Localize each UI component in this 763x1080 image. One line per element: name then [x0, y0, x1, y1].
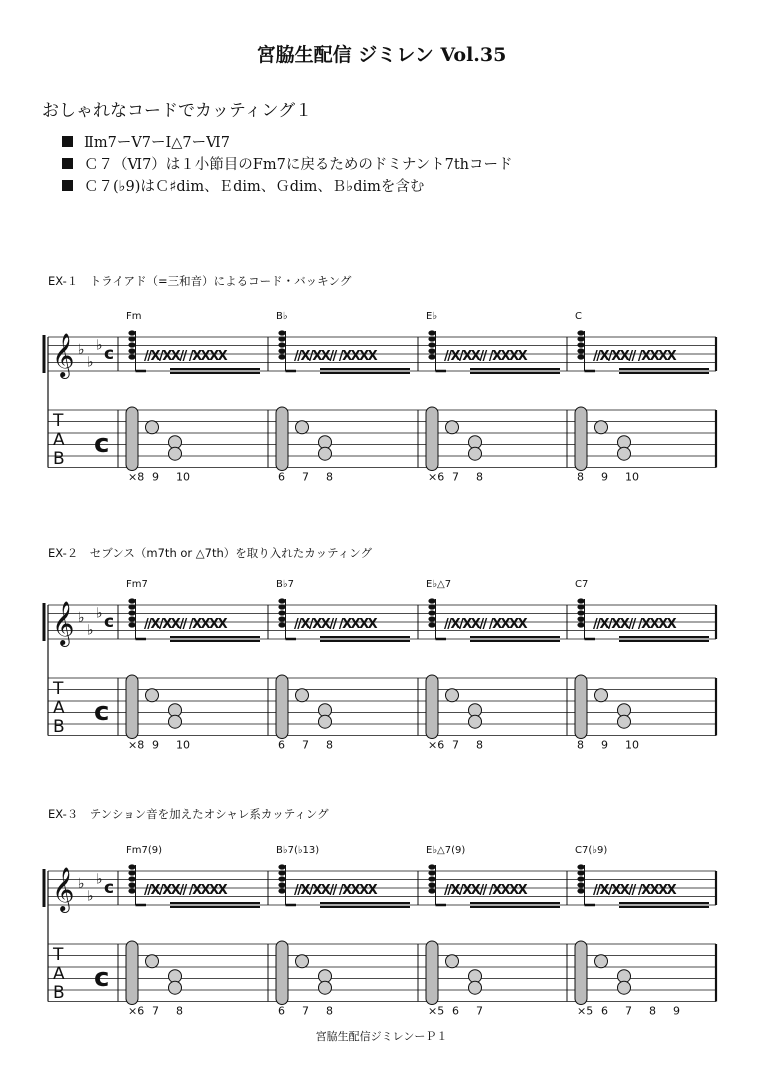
fret-dot — [169, 981, 182, 994]
fret-number: 6 — [452, 1004, 459, 1018]
fret-number: 8 — [476, 738, 483, 752]
fret-number: ×6 — [428, 738, 445, 752]
cutting-rhythm: //X/XX// /XXXX — [593, 349, 676, 364]
cutting-rhythm: //X/XX// /XXXX — [593, 883, 676, 898]
fret-number: 6 — [601, 1004, 608, 1018]
flat-sign-icon: ♭ — [78, 609, 85, 626]
page-subtitle: おしゃれなコードでカッティング１ — [42, 101, 313, 121]
chord-name: Fm7 — [126, 579, 148, 590]
fret-number: 8 — [577, 738, 584, 752]
chord-note — [428, 864, 435, 869]
chord-name: B♭7(♭13) — [276, 845, 320, 856]
time-signature: c — [104, 612, 115, 632]
chord-name: E♭△7(9) — [426, 845, 466, 856]
chord-note — [428, 870, 435, 875]
treble-clef-icon: 𝄞 — [52, 333, 75, 377]
fret-number: 6 — [278, 1004, 285, 1018]
flat-sign-icon: ♭ — [87, 888, 94, 905]
barre-capsule — [426, 941, 438, 1005]
chord-note — [278, 888, 285, 893]
chord-note — [128, 876, 135, 881]
chord-note — [577, 882, 584, 887]
tab-common-time: c — [94, 963, 110, 993]
tab-clef-letter: A — [53, 430, 65, 450]
fret-number: ×6 — [428, 470, 445, 484]
fret-dot — [618, 981, 631, 994]
fret-number: 7 — [476, 1004, 483, 1018]
chord-note — [428, 888, 435, 893]
fret-number: 9 — [601, 470, 608, 484]
tab-clef-letter: A — [53, 698, 65, 718]
page-title: 宮脇生配信 ジミレン Vol.35 — [256, 44, 507, 66]
fret-dot — [446, 955, 459, 968]
fret-number: ×8 — [128, 738, 145, 752]
flat-sign-icon: ♭ — [78, 341, 85, 358]
fret-number: 8 — [326, 470, 333, 484]
fret-number: 10 — [625, 738, 639, 752]
fret-number: 8 — [176, 1004, 183, 1018]
fret-dot — [469, 981, 482, 994]
time-signature: c — [104, 344, 115, 364]
barre-capsule — [276, 941, 288, 1005]
chord-note — [577, 864, 584, 869]
barre-capsule — [575, 941, 587, 1005]
chord-name: C7 — [575, 579, 589, 590]
cutting-rhythm: //X/XX// /XXXX — [144, 883, 227, 898]
fret-number: 8 — [649, 1004, 656, 1018]
flat-sign-icon: ♭ — [87, 622, 94, 639]
barre-capsule — [126, 941, 138, 1005]
cutting-rhythm: //X/XX// /XXXX — [593, 617, 676, 632]
tab-clef-letter: T — [53, 679, 64, 699]
chord-note — [428, 876, 435, 881]
flat-sign-icon: ♭ — [96, 871, 103, 888]
fret-number: 7 — [452, 738, 459, 752]
chord-note — [278, 870, 285, 875]
fret-dot — [146, 955, 159, 968]
chord-note — [278, 882, 285, 887]
page-footer: 宮脇生配信ジミレンーＰ１ — [315, 1030, 448, 1043]
chord-note — [128, 870, 135, 875]
fret-number: 6 — [278, 738, 285, 752]
fret-dot — [296, 955, 309, 968]
tab-clef-letter: B — [53, 983, 65, 1003]
fret-number: 7 — [302, 470, 309, 484]
fret-number: ×5 — [428, 1004, 445, 1018]
chord-note — [428, 882, 435, 887]
cutting-rhythm: //X/XX// /XXXX — [144, 349, 227, 364]
tab-clef-letter: T — [53, 945, 64, 965]
flat-sign-icon: ♭ — [87, 354, 94, 371]
cutting-rhythm: //X/XX// /XXXX — [294, 617, 377, 632]
cutting-rhythm: //X/XX// /XXXX — [294, 349, 377, 364]
cutting-rhythm: //X/XX// /XXXX — [444, 617, 527, 632]
chord-name: E♭△7 — [426, 579, 452, 590]
chord-name: Fm7(9) — [126, 845, 163, 856]
chord-name: Fm — [126, 311, 142, 322]
bullet-text: Ｃ７（Ⅵ7）は１小節目のFm7に戻るためのドミナント7thコード — [84, 156, 513, 173]
chord-note — [577, 876, 584, 881]
fret-number: ×8 — [128, 470, 145, 484]
flat-sign-icon: ♭ — [96, 337, 103, 354]
bullet-text: Ｃ７(♭9)はＣ♯dim、Ｅdim、Ｇdim、Ｂ♭dimを含む — [84, 178, 425, 195]
fret-number: 7 — [625, 1004, 632, 1018]
chord-name: B♭7 — [276, 579, 294, 590]
cutting-rhythm: //X/XX// /XXXX — [294, 883, 377, 898]
fret-number: 6 — [278, 470, 285, 484]
fret-dot — [319, 981, 332, 994]
fret-number: 9 — [673, 1004, 680, 1018]
flat-sign-icon: ♭ — [78, 875, 85, 892]
cutting-rhythm: //X/XX// /XXXX — [444, 883, 527, 898]
example-1-label: EX-１ トライアド（=三和音）によるコード・バッキング — [48, 274, 352, 288]
tab-clef-letter: T — [53, 411, 64, 431]
example-3-label: EX-３ テンション音を加えたオシャレ系カッティング — [48, 807, 329, 821]
example-2-label: EX-２ セブンス（m7th or △7th）を取り入れたカッティング — [48, 546, 372, 560]
cutting-rhythm: //X/XX// /XXXX — [144, 617, 227, 632]
tab-common-time: c — [94, 429, 110, 459]
chord-name: C7(♭9) — [575, 845, 608, 856]
tab-clef-letter: B — [53, 449, 65, 469]
chord-name: E♭ — [426, 311, 438, 322]
fret-number: ×6 — [128, 1004, 145, 1018]
fret-number: 7 — [452, 470, 459, 484]
fret-dot — [595, 955, 608, 968]
tab-common-time: c — [94, 697, 110, 727]
time-signature: c — [104, 878, 115, 898]
fret-number: 9 — [152, 738, 159, 752]
fret-number: 10 — [176, 738, 190, 752]
fret-number: 7 — [152, 1004, 159, 1018]
fret-number: 9 — [601, 738, 608, 752]
fret-number: ×5 — [577, 1004, 594, 1018]
cutting-rhythm: //X/XX// /XXXX — [444, 349, 527, 364]
fret-number: 8 — [577, 470, 584, 484]
bullet-text: Ⅱm7ーⅤ7ーⅠ△7ーⅥ7 — [84, 134, 230, 151]
flat-sign-icon: ♭ — [96, 605, 103, 622]
treble-clef-icon: 𝄞 — [52, 601, 75, 645]
fret-number: 8 — [476, 470, 483, 484]
fret-number: 7 — [302, 1004, 309, 1018]
chord-note — [128, 888, 135, 893]
fret-number: 7 — [302, 738, 309, 752]
fret-number: 10 — [625, 470, 639, 484]
chord-note — [128, 882, 135, 887]
chord-name: C — [575, 311, 582, 322]
fret-number: 8 — [326, 738, 333, 752]
fret-number: 10 — [176, 470, 190, 484]
treble-clef-icon: 𝄞 — [52, 867, 75, 911]
tab-clef-letter: A — [53, 964, 65, 984]
chord-note — [128, 864, 135, 869]
chord-note — [577, 888, 584, 893]
chord-note — [577, 870, 584, 875]
tab-clef-letter: B — [53, 717, 65, 737]
fret-number: 8 — [326, 1004, 333, 1018]
chord-note — [278, 864, 285, 869]
chord-note — [278, 876, 285, 881]
fret-number: 9 — [152, 470, 159, 484]
chord-name: B♭ — [276, 311, 288, 322]
